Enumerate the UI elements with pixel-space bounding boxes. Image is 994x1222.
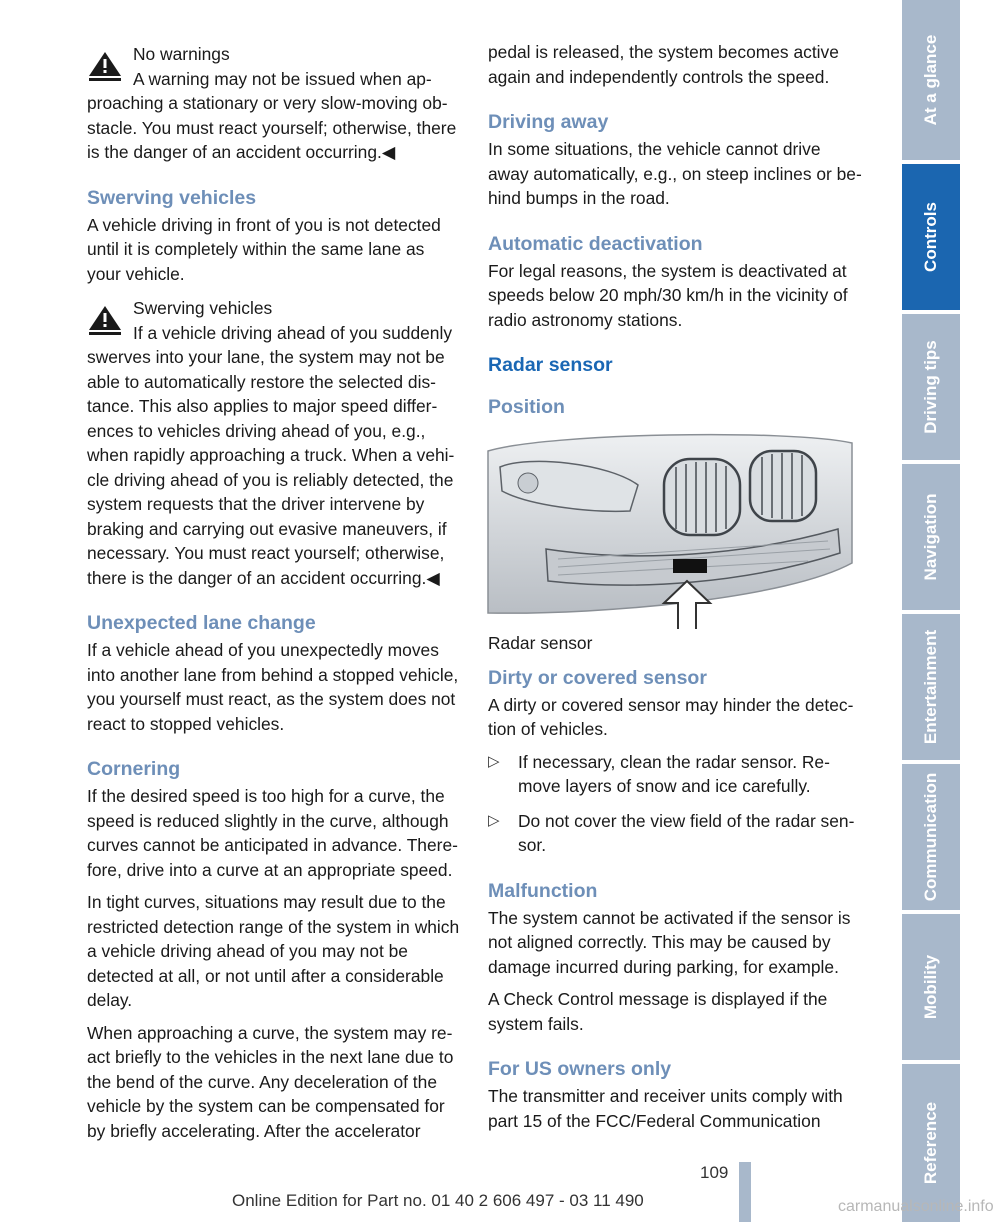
heading-malfunction: Malfunction — [488, 879, 598, 902]
section-tabs — [897, 0, 960, 1222]
image-caption: Radar sensor — [488, 633, 593, 653]
warning-title: No warnings — [133, 44, 230, 64]
right-column — [488, 40, 863, 1141]
tab-label: Reference — [921, 1101, 940, 1185]
heading-us-owners: For US owners only — [488, 1058, 672, 1080]
warning-triangle-icon — [87, 50, 123, 82]
tab-label: Entertainment — [921, 629, 940, 745]
tab-label: Communication — [921, 772, 940, 902]
warning-body: proaching a stationary or very slow-moving ob-stacle. You must react yourself; otherwise, there is the danger of an accident occurring.◀ — [87, 93, 457, 162]
heading-automatic-deactivation: Automatic deactivation — [488, 232, 703, 255]
page-number: 109 — [700, 1163, 729, 1182]
tab-label: Controls — [921, 202, 940, 272]
left-column — [87, 40, 462, 1151]
heading-radar-sensor: Radar sensor — [488, 354, 613, 376]
paragraph-swerving: A vehicle driving in front of you is not detected until it is completely within the same lane as your vehicle. — [87, 214, 441, 284]
warning-intro: A warning may not be issued when ap- — [133, 68, 432, 89]
paragraph-cornering-1: If the desired speed is too high for a curve, the speed is reduced slightly in the curve, although curves cannot be anticipated in advance. There-fore, drive into a curve at an appropriate speed. — [87, 786, 458, 880]
warning-triangle-icon — [87, 304, 123, 336]
paragraph-automatic-deactivation: For legal reasons, the system is deactivated at speeds below 20 mph/30 km/h in the vicinity of radio astronomy stations. — [488, 260, 848, 330]
heading-position: Position — [488, 396, 565, 418]
radar-sensor-car-image — [488, 433, 852, 629]
tab-label: At a glance — [921, 34, 940, 126]
tab-mobility[interactable] — [902, 914, 960, 1060]
paragraph-us-owners: The transmitter and receiver units comply with part 15 of the FCC/Federal Communication — [488, 1086, 843, 1131]
tab-label: Driving tips — [921, 340, 940, 434]
tab-entertainment[interactable] — [902, 614, 960, 760]
tab-label: Mobility — [921, 954, 940, 1020]
warning-title: Swerving vehicles — [133, 298, 273, 318]
paragraph-dirty-sensor: A dirty or covered sensor may hinder the detec-tion of vehicles. — [488, 694, 854, 739]
bullet-item — [488, 809, 863, 858]
paragraph-continued: pedal is released, the system becomes active again and independently controls the speed. — [488, 42, 839, 87]
watermark: carmanualsonline.info — [838, 1198, 994, 1215]
tab-label: Navigation — [921, 493, 940, 581]
warning-no-warnings — [87, 40, 462, 165]
heading-dirty-sensor: Dirty or covered sensor — [488, 666, 707, 689]
tab-communication[interactable] — [902, 764, 960, 910]
bullet-arrow-icon: ▷ — [488, 811, 500, 829]
tab-controls[interactable] — [902, 164, 960, 310]
paragraph-lane-change: If a vehicle ahead of you unexpectedly moves into another lane from behind a stopped vehicle, you yourself must react, as the system does not react to stopped vehicles. — [87, 640, 459, 734]
paragraph-malfunction-1: The system cannot be activated if the sensor is not aligned correctly. This may be caused by damage incurred during parking, for example. — [488, 907, 851, 977]
page-marker-bar — [739, 1162, 751, 1222]
bullet-text: If necessary, clean the radar sensor. Re-move layers of snow and ice carefully. — [518, 751, 830, 796]
paragraph-cornering-2: In tight curves, situations may result due to the restricted detection range of the system in which a vehicle driving ahead of you may not be detected at all, or not until after a considerable delay. — [87, 892, 460, 1010]
heading-cornering: Cornering — [87, 758, 181, 780]
bullet-text: Do not cover the view field of the radar sen-sor. — [518, 810, 855, 855]
bullet-item — [488, 750, 863, 799]
paragraph-malfunction-2: A Check Control message is displayed if the system fails. — [488, 989, 828, 1034]
heading-swerving-vehicles: Swerving vehicles — [87, 186, 257, 209]
warning-intro: If a vehicle driving ahead of you suddenly — [133, 322, 453, 343]
heading-unexpected-lane-change: Unexpected lane change — [87, 612, 316, 634]
bullet-arrow-icon: ▷ — [488, 752, 500, 770]
footer-edition: Online Edition for Part no. 01 40 2 606 497 - 03 11 490 — [232, 1191, 644, 1210]
warning-body: swerves into your lane, the system may not be able to automatically restore the selected dis-tance. This also applies to major speed differ-ences to vehicles driving ahead of you, e.g., when rapidly approaching a truck. When a vehi-cle driving ahead of you is reliably detected, the system requests that the driver intervene by braking and carrying out evasive maneuvers, if necessary. You must react yourself; otherwise, there is the danger of an accident occurring.◀ — [87, 347, 455, 588]
paragraph-driving-away: In some situations, the vehicle cannot drive away automatically, e.g., on steep inclines or be-hind bumps in the road. — [488, 139, 862, 208]
tab-at-a-glance[interactable] — [902, 0, 960, 160]
heading-driving-away: Driving away — [488, 111, 609, 133]
tab-navigation[interactable] — [902, 464, 960, 610]
tab-driving-tips[interactable] — [902, 314, 960, 460]
warning-swerving-vehicles — [87, 294, 462, 590]
paragraph-cornering-3: When approaching a curve, the system may re-act briefly to the vehicles in the next lane due to the bend of the curve. Any deceleration of the vehicle by the system can be compensated for by briefly accelerating. After the accelerator — [87, 1022, 454, 1141]
